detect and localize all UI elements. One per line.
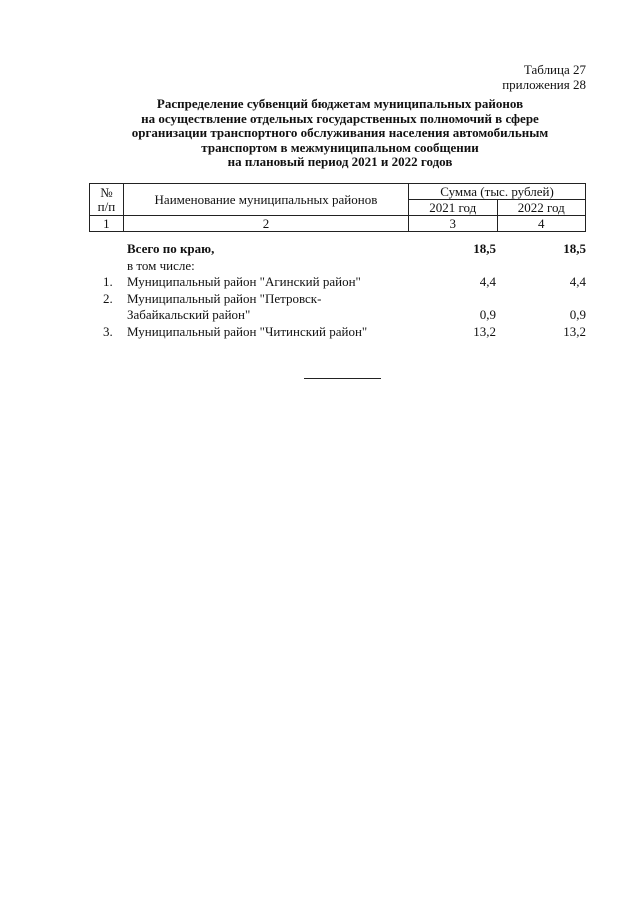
- table-body: [89, 241, 586, 340]
- subheader-label: в том числе:: [127, 257, 195, 273]
- row-value-2021: 0,9: [479, 307, 496, 322]
- row-value-2022: 13,2: [563, 323, 586, 339]
- column-number-3: 3: [409, 216, 497, 232]
- table-row: [89, 324, 586, 341]
- row-number: 1.: [103, 274, 113, 289]
- row-value-2022: 4,4: [569, 274, 586, 289]
- row-number: 3.: [103, 323, 113, 339]
- row-value-2021: 4,4: [479, 274, 496, 289]
- header-num-abbr: п/п: [97, 198, 116, 214]
- row-value-2021: 13,2: [473, 323, 496, 339]
- header-num-cell: [90, 184, 124, 216]
- subheader-row: [89, 258, 586, 275]
- table-reference: [502, 62, 586, 92]
- title-line: на плановый период 2021 и 2022 годов: [227, 154, 453, 170]
- title-line: Распределение субвенций бюджетам муниципальных районов: [156, 96, 524, 111]
- total-value-2021: 18,5: [473, 241, 496, 256]
- title-line: организации транспортного обслуживания населения автомобильным: [131, 125, 549, 141]
- header-year-2021: 2021 год: [409, 200, 497, 216]
- table-number-label: Таблица 27: [523, 62, 586, 77]
- appendix-label: приложения 28: [502, 77, 586, 92]
- table-row: [89, 291, 586, 324]
- total-row: [89, 241, 586, 258]
- header-num-symbol: №: [100, 184, 113, 200]
- header-name-cell: Наименование муниципальных районов: [123, 184, 408, 216]
- column-number-4: 4: [497, 216, 585, 232]
- total-label: Всего по краю,: [127, 241, 215, 256]
- document-title: [90, 97, 590, 170]
- row-value-2022: 0,9: [569, 307, 586, 322]
- row-name: [127, 291, 407, 324]
- header-year-2022: 2022 год: [497, 200, 585, 216]
- row-name: Муниципальный район "Читинский район": [127, 323, 368, 339]
- row-number: 2.: [103, 290, 113, 306]
- header-sum-cell: Сумма (тыс. рублей): [409, 184, 586, 200]
- closing-rule: [304, 378, 381, 379]
- column-number-1: 1: [90, 216, 124, 232]
- column-number-2: 2: [123, 216, 408, 232]
- table-row: [89, 274, 586, 291]
- row-name: Муниципальный район "Агинский район": [127, 274, 361, 289]
- table-header: [89, 183, 586, 232]
- total-value-2022: 18,5: [563, 241, 586, 256]
- title-line: транспортом в межмуниципальном сообщении: [201, 139, 479, 155]
- row-name-line: Муниципальный район "Петровск-: [127, 290, 322, 306]
- title-line: на осуществление отдельных государственных полномочий в сфере: [141, 110, 539, 126]
- row-name-line: Забайкальский район": [127, 307, 251, 322]
